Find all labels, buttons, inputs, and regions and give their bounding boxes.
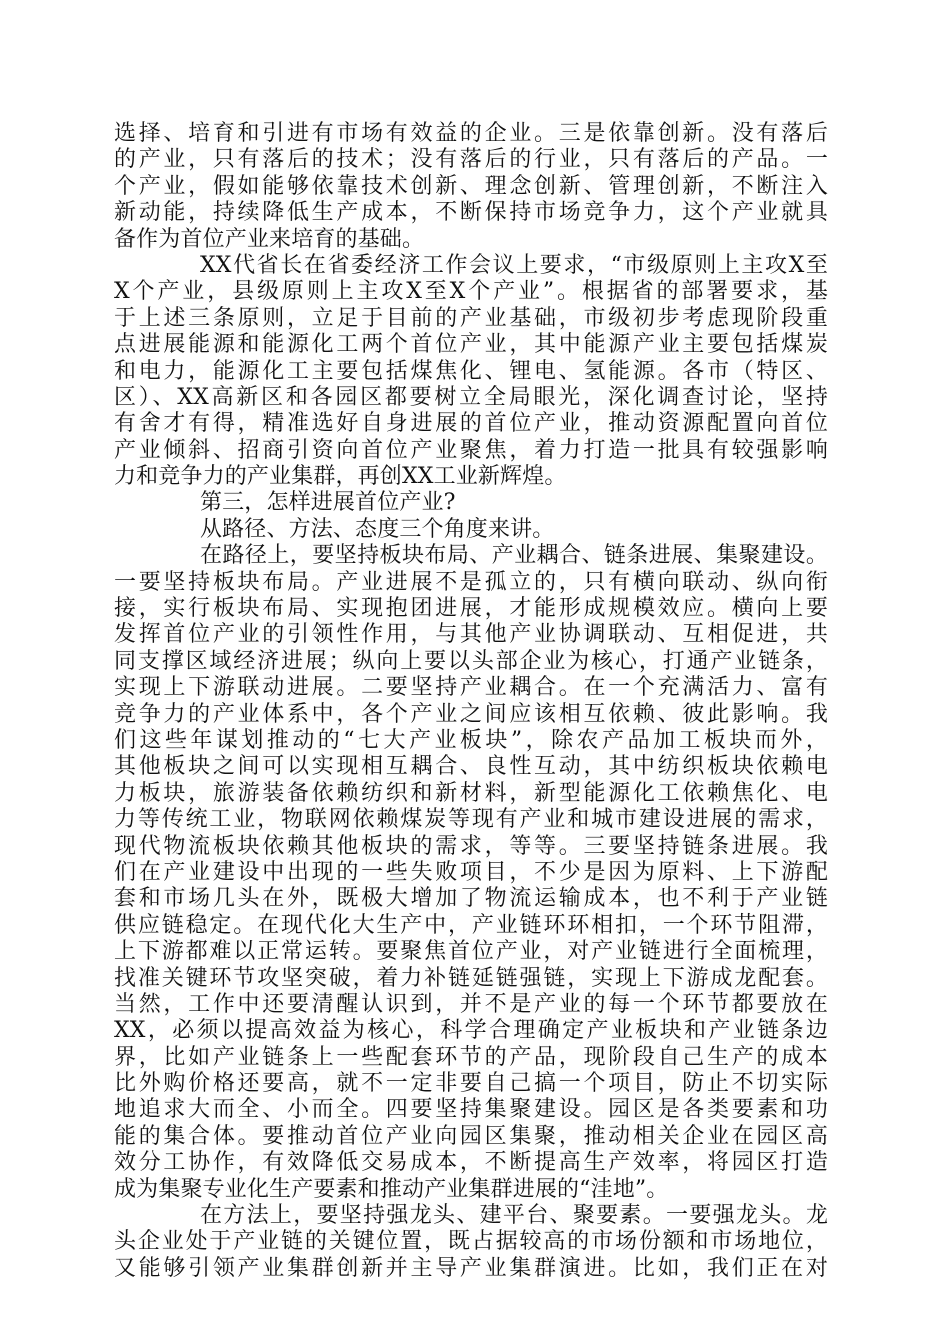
text-line: 选择、培育和引进有市场有效益的企业。三是依靠创新。没有落后: [114, 121, 828, 146]
text-line: 于上述三条原则，立足于目前的产业基础，市级初步考虑现阶段重: [114, 305, 828, 331]
text-line: 新动能，持续降低生产成本，不断保持市场竞争力，这个产业就具: [114, 200, 828, 226]
text-line: 产业倾斜、招商引资向首位产业聚焦，着力打造一批具有较强影响: [114, 437, 828, 463]
section-heading: 第三，怎样进展首位产业?: [200, 490, 456, 516]
text-line: 同支撑区域经济进展；纵向上要以头部企业为核心，打通产业链条，: [114, 648, 828, 674]
text-line: 成为集聚专业化生产要素和推动产业集群进展的“洼地”。: [114, 1176, 669, 1202]
text-line: 和电力，能源化工主要包括煤焦化、锂电、氢能源。各市（特区、: [114, 358, 828, 384]
text-line: 力和竞争力的产业集群，再创XX工业新辉煌。: [114, 464, 567, 490]
text-line: X个产业，县级原则上主攻X至X个产业”。根据省的部署要求，基: [114, 279, 828, 305]
paragraph-first-line: 在方法上，要坚持强龙头、建平台、聚要素。一要强龙头。龙: [200, 1203, 828, 1229]
text-line: 个产业，假如能够依靠技术创新、理念创新、管理创新，不断注入: [114, 173, 828, 199]
text-line: 们在产业建设中出现的一些失败项目，不少是因为原料、上下游配: [114, 859, 828, 885]
text-line: 力板块，旅游装备依赖纺织和新材料，新型能源化工依赖焦化、电: [114, 780, 828, 806]
text-line: 接，实行板块布局、实现抱团进展，才能形成规模效应。横向上要: [114, 596, 828, 622]
text-line: 发挥首位产业的引领性作用，与其他产业协调联动、互相促进，共: [114, 622, 828, 648]
text-line: 能的集合体。要推动首位产业向园区集聚，推动相关企业在园区高: [114, 1123, 828, 1149]
text-line: 比外购价格还要高，就不一定非要自己搞一个项目，防止不切实际: [114, 1071, 828, 1097]
text-line: 效分工协作，有效降低交易成本，不断提高生产效率，将园区打造: [114, 1150, 828, 1176]
text-line: 上下游都难以正常运转。要聚焦首位产业，对产业链进行全面梳理，: [114, 939, 828, 965]
text-line: 力等传统工业，物联网依赖煤炭等现有产业和城市建设进展的需求，: [114, 807, 828, 833]
text-line: 备作为首位产业来培育的基础。: [114, 226, 425, 252]
text-line: 们这些年谋划推动的“七大产业板块”，除农产品加工板块而外，: [114, 727, 828, 753]
text-line: 区）、XX高新区和各园区都要树立全局眼光，深化调查讨论，坚持: [114, 384, 828, 410]
text-line: 套和市场几头在外，既极大增加了物流运输成本，也不利于产业链: [114, 886, 828, 912]
text-line: 竞争力的产业体系中，各个产业之间应该相互依赖、彼此影响。我: [114, 701, 828, 727]
text-line: 找准关键环节攻坚突破，着力补链延链强链，实现上下游成龙配套。: [114, 965, 828, 991]
text-line: 其他板块之间可以实现相互耦合、良性互动，其中纺织板块依赖电: [114, 754, 828, 780]
text-line: 点进展能源和能源化工两个首位产业，其中能源产业主要包括煤炭: [114, 332, 828, 358]
text-line: 的产业，只有落后的技术；没有落后的行业，只有落后的产品。一: [114, 147, 828, 173]
text-line: 当然，工作中还要清醒认识到，并不是产业的每一个环节都要放在: [114, 991, 828, 1017]
text-line: 界，比如产业链条上一些配套环节的产品，现阶段自己生产的成本: [114, 1044, 828, 1070]
text-line: 现代物流板块依赖其他板块的需求，等等。三要坚持链条进展。我: [114, 833, 828, 859]
text-line: 一要坚持板块布局。产业进展不是孤立的，只有横向联动、纵向衔: [114, 569, 828, 595]
paragraph-first-line: 在路径上，要坚持板块布局、产业耦合、链条进展、集聚建设。: [200, 543, 828, 569]
text-line: 实现上下游联动进展。二要坚持产业耦合。在一个充满活力、富有: [114, 675, 828, 701]
text-line: 有舍才有得，精准选好自身进展的首位产业，推动资源配置向首位: [114, 411, 828, 437]
text-line: 供应链稳定。在现代化大生产中，产业链环环相扣，一个环节阻滞，: [114, 912, 828, 938]
paragraph-first-line: XX代省长在省委经济工作会议上要求，“市级原则上主攻X至: [200, 252, 828, 278]
text-line: 又能够引领产业集群创新并主导产业集群演进。比如，我们正在对: [114, 1255, 828, 1281]
text-line: XX，必须以提高效益为核心，科学合理确定产业板块和产业链条边: [114, 1018, 828, 1044]
document-body: [114, 121, 828, 1282]
text-line: 地追求大而全、小而全。四要坚持集聚建设。园区是各类要素和功: [114, 1097, 828, 1123]
paragraph-first-line: 从路径、方法、态度三个角度来讲。: [200, 516, 555, 542]
text-line: 头企业处于产业链的关键位置，既占据较高的市场份额和市场地位，: [114, 1229, 828, 1255]
